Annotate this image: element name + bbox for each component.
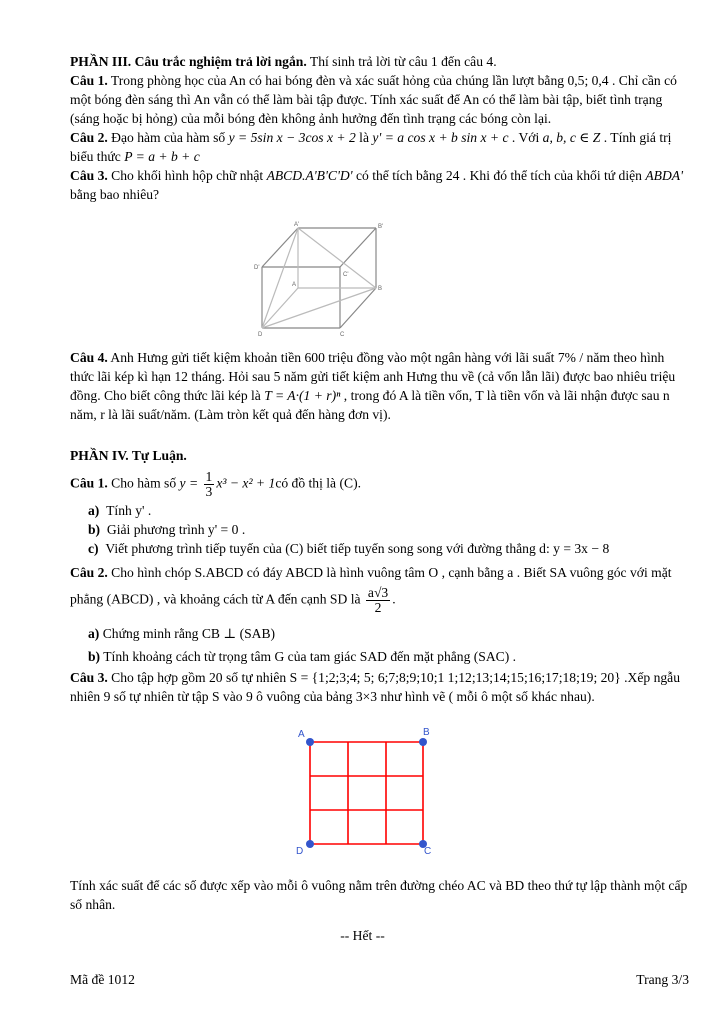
cube-label-b: B	[378, 286, 383, 292]
part3-q2-text: . Với	[508, 130, 543, 145]
math-expr: ABCD.A'B'C'D'	[266, 168, 353, 183]
part3-q4	[70, 348, 690, 424]
part3-q2-label: Câu 2.	[70, 130, 108, 145]
part3-q3-text: bằng bao nhiêu?	[70, 187, 160, 202]
cuboid-figure	[250, 220, 390, 338]
cube-label-d: D	[258, 332, 263, 338]
part4-q3	[70, 668, 690, 706]
math-expr: ABDA'	[645, 168, 683, 183]
grid-point-a	[306, 738, 314, 746]
cube-label-c-prime: C'	[343, 272, 349, 278]
part3-q3-label: Câu 3.	[70, 168, 108, 183]
part4-q3-label: Câu 3.	[70, 670, 108, 685]
math-expr: y = 5sin x − 3cos x + 2	[228, 130, 356, 145]
part4-q1-a	[88, 501, 151, 520]
math-expr: x³ − x² + 1	[216, 475, 276, 491]
part3-heading: PHẦN III. Câu trắc nghiệm trả lời ngắn.	[70, 54, 307, 69]
grid-label-a: A	[298, 729, 305, 740]
part4-q2-text: Cho hình chóp S.ABCD có đáy ABCD là hình vuông tâm O , cạnh bằng a . Biết SA vuông góc với mặt phẳng (ABCD) , và khoảng cách từ A đến cạnh SD là	[70, 565, 672, 607]
item-label: a)	[88, 503, 100, 518]
part3-section	[70, 52, 690, 204]
part4-q3-text: Cho tập hợp gồm 20 số tự nhiên S = {1;2;3;4; 5; 6;7;8;9;10;1 1;12;13;14;15;16;17;18;19; 20} .Xếp ngẫu nhiên 9 số tự nhiên từ tập S vào 9 ô vuông của bảng 3×3 như hình vẽ ( mỗi ô một số khác nhau).	[70, 670, 681, 704]
grid-label-b: B	[423, 727, 430, 738]
part4-q2-b	[88, 647, 516, 666]
cube-label-d-prime: D'	[254, 265, 260, 271]
part3-q1-label: Câu 1.	[70, 73, 108, 88]
item-label: b)	[88, 522, 101, 537]
part4-q3-tail: Tính xác suất để các số được xếp vào mỗi ô vuông nằm trên đường chéo AC và BD theo thứ tự lập thành một cấp số nhân.	[70, 878, 688, 912]
fraction	[204, 470, 215, 499]
part4-q2-a	[88, 624, 275, 643]
item-text: Chứng minh rằng CB ⊥ (SAB)	[102, 626, 276, 641]
part3-q3-text: có thể tích bằng 24 . Khi đó thể tích của khối tứ diện	[352, 168, 646, 183]
part4-q1-text: có đồ thị là (C).	[275, 475, 362, 491]
frac-den: 2	[374, 600, 382, 615]
part4-q2-label: Câu 2.	[70, 565, 108, 580]
math-expr: a, b, c ∈ Z	[542, 130, 601, 145]
part3-q4-label: Câu 4.	[70, 350, 108, 365]
cube-label-c: C	[340, 332, 345, 338]
footer-code: Mã đề 1012	[70, 972, 135, 987]
item-text: Tính y' .	[106, 503, 152, 518]
grid-point-d	[306, 840, 314, 848]
part4-q2	[70, 560, 690, 615]
part4-heading: PHẦN IV. Tự Luận.	[70, 448, 187, 463]
part3-q2-text: Đạo hàm của hàm số	[107, 130, 229, 145]
cube-label-b-prime: B'	[378, 224, 384, 230]
cube-label-a: A	[292, 282, 297, 288]
math-expr: P = a + b + c	[124, 149, 200, 164]
part3-q4-text: Anh Hưng gửi tiết kiệm khoản tiền 600 triệu đồng vào một ngân hàng với lãi suất 7% / năm theo hình thức lãi kép kì hạn 12 tháng. Hỏi sau 5 năm gửi tiết kiệm anh Hưng thu về (cả vốn lẫn lãi) được bao nhiêu triệu đồng. Cho biết công thức lãi kép là	[70, 350, 676, 403]
part4-q1-text: Cho hàm số	[107, 475, 180, 491]
item-label: a)	[88, 626, 100, 641]
part4-q1-label: Câu 1.	[70, 475, 108, 491]
end-marker: -- Hết --	[340, 928, 385, 943]
part4-q2-text: .	[392, 591, 396, 607]
part4-q1-c	[88, 539, 609, 558]
part3-q3-text: Cho khối hình hộp chữ nhật	[107, 168, 267, 183]
frac-num: 1	[205, 469, 213, 484]
frac-den: 3	[205, 484, 213, 499]
item-text: Viết phương trình tiếp tuyến của (C) biết tiếp tuyến song song với đường thẳng d: y = 3x − 8	[105, 541, 610, 556]
part3-q1-text: Trong phòng học của An có hai bóng đèn và xác suất hỏng của chúng lần lượt bằng 0,5; 0,4 . Chỉ cần có một bóng đèn sáng thì An vẫn có thể làm bài tập được. Tính xác suất để An có thể làm bài tập, biết tình trạng (sáng hoặc bị hỏng) của mỗi bóng đèn không ảnh hưởng đến tình trạng các bóng còn lại.	[70, 73, 677, 126]
math-expr: T = A·(1 + r)ⁿ	[264, 388, 341, 403]
cube-label-a-prime: A'	[294, 222, 300, 228]
part4-q1-b	[88, 520, 245, 539]
fraction	[366, 586, 390, 615]
part3-intro: Thí sinh trả lời từ câu 1 đến câu 4.	[306, 54, 497, 69]
part4-q1	[70, 470, 690, 499]
item-text: Giải phương trình y' = 0 .	[106, 522, 246, 537]
grid-point-b	[419, 738, 427, 746]
part3-q2-text: . Tính giá trị biểu thức	[70, 130, 672, 164]
part3-q2-text: là	[355, 130, 373, 145]
part3-q4-text: , trong đó A là tiền vốn, T là tiền vốn và lãi nhận được sau n năm, r là lãi suất/năm. (Làm tròn kết quả đến hàng đơn vị).	[70, 388, 670, 422]
grid-label-d: D	[296, 846, 304, 856]
grid-figure	[290, 726, 440, 856]
math-expr: y' = a cos x + b sin x + c	[372, 130, 509, 145]
item-label: b)	[88, 649, 101, 664]
footer-page: Trang 3/3	[636, 972, 689, 987]
math-expr: y =	[179, 475, 199, 491]
grid-label-c: C	[424, 846, 432, 856]
frac-num: a√3	[367, 585, 389, 600]
item-text: Tính khoảng cách từ trọng tâm G của tam giác SAD đến mặt phẳng (SAC) .	[103, 649, 517, 664]
item-label: c)	[88, 541, 99, 556]
